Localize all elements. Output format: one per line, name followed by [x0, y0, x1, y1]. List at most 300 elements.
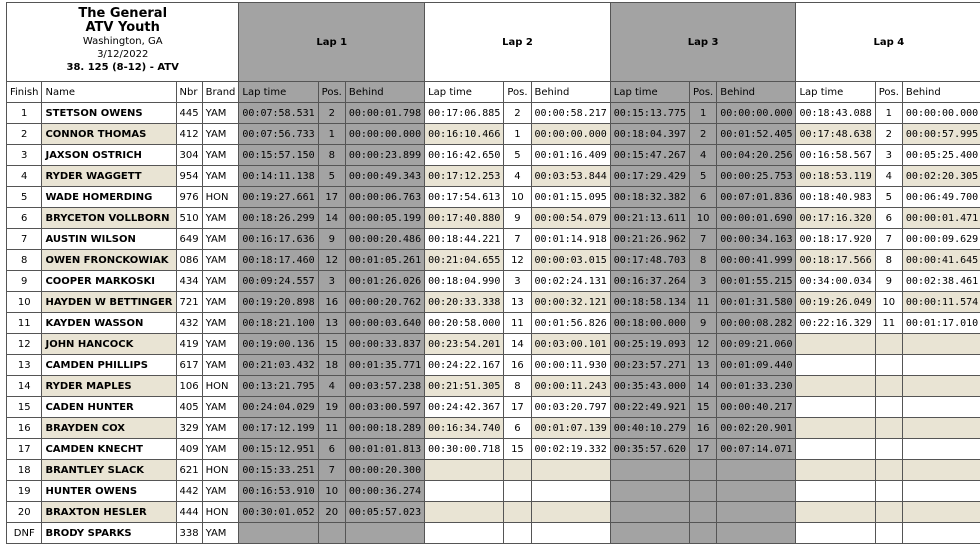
lap-2-pos: 10: [504, 187, 531, 208]
finish-cell: 2: [7, 124, 42, 145]
lap-3-behind: 00:01:31.580: [717, 292, 796, 313]
bike-brand: YAM: [202, 523, 239, 544]
lap-3-pos: [690, 502, 717, 523]
bike-brand: YAM: [202, 397, 239, 418]
lap-1-pos: 2: [318, 103, 345, 124]
lap-1-behind-header: Behind: [345, 82, 424, 103]
lap-2-behind: 00:00:32.121: [531, 292, 610, 313]
lap-3-time: 00:17:29.429: [610, 166, 689, 187]
bike-brand: YAM: [202, 250, 239, 271]
lap-4-time: 00:34:00.034: [796, 271, 875, 292]
finish-cell: 11: [7, 313, 42, 334]
lap-1-behind: 00:05:57.023: [345, 502, 424, 523]
table-row: [7, 397, 980, 418]
lap-3-pos: 10: [690, 208, 717, 229]
bike-brand: YAM: [202, 103, 239, 124]
finish-cell: 15: [7, 397, 42, 418]
lap-2-pos: 1: [504, 124, 531, 145]
lap-4-time: 00:18:43.088: [796, 103, 875, 124]
lap-3-time: [610, 460, 689, 481]
rider-name: COOPER MARKOSKI: [42, 271, 176, 292]
lap-2-behind: 00:02:24.131: [531, 271, 610, 292]
lap-3-behind: 00:00:01.690: [717, 208, 796, 229]
lap-1-time: 00:17:12.199: [239, 418, 318, 439]
lap-3-time: 00:18:04.397: [610, 124, 689, 145]
rider-name: STETSON OWENS: [42, 103, 176, 124]
bike-brand: YAM: [202, 145, 239, 166]
lap-2-pos: 14: [504, 334, 531, 355]
lap-1-time: 00:15:12.951: [239, 439, 318, 460]
event-class: 38. 125 (8-12) - ATV: [66, 62, 179, 73]
lap-1-pos: 20: [318, 502, 345, 523]
lap-2-behind: 00:00:00.000: [531, 124, 610, 145]
lap-2-time: 00:16:10.466: [425, 124, 504, 145]
lap-3-pos: 9: [690, 313, 717, 334]
lap-3-behind-header: Behind: [717, 82, 796, 103]
lap-2-time: 00:16:34.740: [425, 418, 504, 439]
lap-4-behind: 00:00:57.995: [902, 124, 980, 145]
bike-number: 338: [176, 523, 202, 544]
rider-name: JAXSON OSTRICH: [42, 145, 176, 166]
lap-2-time: 00:17:06.885: [425, 103, 504, 124]
rider-name: RYDER WAGGETT: [42, 166, 176, 187]
lap-4-time-header: Lap time: [796, 82, 875, 103]
lap-4-header: Lap 4: [796, 3, 980, 82]
table-row: [7, 187, 980, 208]
lap-2-time: 00:20:58.000: [425, 313, 504, 334]
lap-4-pos: [875, 418, 902, 439]
lap-4-pos: 6: [875, 208, 902, 229]
lap-3-pos: [690, 460, 717, 481]
bike-brand: HON: [202, 502, 239, 523]
bike-brand: YAM: [202, 271, 239, 292]
lap-1-time: 00:15:33.251: [239, 460, 318, 481]
bike-number: 432: [176, 313, 202, 334]
lap-4-behind: [902, 460, 980, 481]
bike-number: 304: [176, 145, 202, 166]
table-row: [7, 124, 980, 145]
bike-brand: HON: [202, 187, 239, 208]
lap-2-time: 00:21:04.655: [425, 250, 504, 271]
lap-4-pos: [875, 439, 902, 460]
lap-2-pos: 3: [504, 271, 531, 292]
lap-1-pos: 14: [318, 208, 345, 229]
bike-number: 621: [176, 460, 202, 481]
table-row: [7, 271, 980, 292]
finish-cell: DNF: [7, 523, 42, 544]
lap-1-time: 00:09:24.557: [239, 271, 318, 292]
lap-3-time: 00:16:37.264: [610, 271, 689, 292]
lap-4-pos: [875, 397, 902, 418]
finish-cell: 20: [7, 502, 42, 523]
lap-4-pos: 8: [875, 250, 902, 271]
bike-brand: YAM: [202, 439, 239, 460]
lap-3-pos: 2: [690, 124, 717, 145]
lap-2-time-header: Lap time: [425, 82, 504, 103]
rider-name: RYDER MAPLES: [42, 376, 176, 397]
lap-4-behind: 00:00:11.574: [902, 292, 980, 313]
lap-4-time: [796, 460, 875, 481]
lap-4-pos: 5: [875, 187, 902, 208]
bike-brand: YAM: [202, 313, 239, 334]
lap-4-pos: 7: [875, 229, 902, 250]
table-row: [7, 313, 980, 334]
lap-3-behind: 00:04:20.256: [717, 145, 796, 166]
rider-name: BRAYDEN COX: [42, 418, 176, 439]
lap-4-behind: 00:05:25.400: [902, 145, 980, 166]
lap-1-behind: 00:01:05.261: [345, 250, 424, 271]
lap-3-time: 00:15:13.775: [610, 103, 689, 124]
lap-2-behind: 00:03:00.101: [531, 334, 610, 355]
lap-2-behind: 00:02:19.332: [531, 439, 610, 460]
bike-number: 329: [176, 418, 202, 439]
lap-1-pos: 12: [318, 250, 345, 271]
lap-2-time: 00:20:33.338: [425, 292, 504, 313]
lap-1-pos: 9: [318, 229, 345, 250]
lap-1-pos: 10: [318, 481, 345, 502]
lap-4-time: 00:17:48.638: [796, 124, 875, 145]
lap-1-time: 00:07:58.531: [239, 103, 318, 124]
lap-3-behind: 00:00:41.999: [717, 250, 796, 271]
lap-1-behind: 00:00:03.640: [345, 313, 424, 334]
bike-number: 412: [176, 124, 202, 145]
lap-2-time: 00:18:44.221: [425, 229, 504, 250]
column-header-row: [7, 82, 980, 103]
lap-2-pos: 16: [504, 355, 531, 376]
lap-2-pos: [504, 502, 531, 523]
lap-4-behind: 00:01:17.010: [902, 313, 980, 334]
lap-3-pos: 6: [690, 187, 717, 208]
brand-column-header: Brand: [202, 82, 239, 103]
lap-1-pos: 11: [318, 418, 345, 439]
lap-2-pos: [504, 523, 531, 544]
lap-2-pos: 11: [504, 313, 531, 334]
bike-brand: YAM: [202, 481, 239, 502]
lap-4-time: 00:17:16.320: [796, 208, 875, 229]
lap-1-time: 00:21:03.432: [239, 355, 318, 376]
table-row: [7, 439, 980, 460]
lap-4-behind: [902, 439, 980, 460]
table-row: [7, 208, 980, 229]
bike-number: 409: [176, 439, 202, 460]
table-row: [7, 166, 980, 187]
lap-3-behind: 00:00:00.000: [717, 103, 796, 124]
finish-cell: 12: [7, 334, 42, 355]
rider-name: CONNOR THOMAS: [42, 124, 176, 145]
lap-4-pos: 2: [875, 124, 902, 145]
lap-1-behind: 00:00:05.199: [345, 208, 424, 229]
lap-1-pos: [318, 523, 345, 544]
lap-4-behind-header: Behind: [902, 82, 980, 103]
lap-3-behind: 00:00:08.282: [717, 313, 796, 334]
lap-1-behind: 00:00:33.837: [345, 334, 424, 355]
bike-brand: YAM: [202, 124, 239, 145]
event-subtitle: ATV Youth: [85, 20, 160, 35]
lap-2-behind: 00:03:53.844: [531, 166, 610, 187]
lap-2-behind: 00:01:14.918: [531, 229, 610, 250]
finish-cell: 8: [7, 250, 42, 271]
lap-2-header: Lap 2: [425, 3, 611, 82]
lap-3-pos: [690, 523, 717, 544]
lap-2-behind: [531, 460, 610, 481]
lap-1-time: 00:18:26.299: [239, 208, 318, 229]
lap-3-time: [610, 502, 689, 523]
bike-number: 510: [176, 208, 202, 229]
rider-name: CADEN HUNTER: [42, 397, 176, 418]
lap-1-behind: 00:03:57.238: [345, 376, 424, 397]
lap-2-behind: 00:01:15.095: [531, 187, 610, 208]
lap-3-behind: 00:01:33.230: [717, 376, 796, 397]
lap-3-time: 00:25:19.093: [610, 334, 689, 355]
lap-3-pos: 15: [690, 397, 717, 418]
rider-name: WADE HOMERDING: [42, 187, 176, 208]
lap-2-time: 00:24:22.167: [425, 355, 504, 376]
rider-name: CAMDEN PHILLIPS: [42, 355, 176, 376]
bike-brand: YAM: [202, 166, 239, 187]
lap-4-time: [796, 439, 875, 460]
lap-1-behind: 00:00:06.763: [345, 187, 424, 208]
lap-3-behind: 00:02:20.901: [717, 418, 796, 439]
lap-1-pos: 1: [318, 124, 345, 145]
lap-1-time: 00:19:20.898: [239, 292, 318, 313]
lap-2-pos: 2: [504, 103, 531, 124]
lap-1-behind: 00:00:18.289: [345, 418, 424, 439]
event-location: Washington, GA: [82, 36, 163, 47]
lap-4-pos: 3: [875, 145, 902, 166]
lap-1-time: 00:19:27.661: [239, 187, 318, 208]
lap-4-behind: 00:02:38.461: [902, 271, 980, 292]
event-info: [7, 3, 239, 82]
table-row: [7, 103, 980, 124]
lap-2-pos: 13: [504, 292, 531, 313]
lap-4-behind: 00:00:01.471: [902, 208, 980, 229]
bike-brand: YAM: [202, 334, 239, 355]
lap-4-behind: [902, 355, 980, 376]
table-row: [7, 418, 980, 439]
bike-number: 442: [176, 481, 202, 502]
lap-2-time: 00:17:54.613: [425, 187, 504, 208]
lap-1-time: 00:24:04.029: [239, 397, 318, 418]
lap-1-time: 00:19:00.136: [239, 334, 318, 355]
lap-2-time: 00:30:00.718: [425, 439, 504, 460]
lap-4-pos: 10: [875, 292, 902, 313]
lap-4-time: 00:19:26.049: [796, 292, 875, 313]
lap-2-behind: 00:01:56.826: [531, 313, 610, 334]
table-row: [7, 355, 980, 376]
lap-1-behind: 00:00:23.899: [345, 145, 424, 166]
table-row: [7, 145, 980, 166]
lap-2-pos: 4: [504, 166, 531, 187]
lap-2-behind-header: Behind: [531, 82, 610, 103]
lap-1-behind: 00:00:01.798: [345, 103, 424, 124]
bike-number: 649: [176, 229, 202, 250]
bike-number: 086: [176, 250, 202, 271]
lap-1-behind: 00:03:00.597: [345, 397, 424, 418]
rider-name: BRYCETON VOLLBORN: [42, 208, 176, 229]
finish-cell: 19: [7, 481, 42, 502]
lap-1-pos: 13: [318, 313, 345, 334]
lap-1-behind: 00:00:36.274: [345, 481, 424, 502]
lap-2-pos: 12: [504, 250, 531, 271]
lap-3-behind: [717, 481, 796, 502]
lap-1-pos: 19: [318, 397, 345, 418]
lap-1-pos: 8: [318, 145, 345, 166]
table-row: [7, 376, 980, 397]
finish-cell: 3: [7, 145, 42, 166]
lap-3-pos-header: Pos.: [690, 82, 717, 103]
bike-brand: YAM: [202, 208, 239, 229]
lap-1-time: 00:16:53.910: [239, 481, 318, 502]
nbr-column-header: Nbr: [176, 82, 202, 103]
lap-1-time: [239, 523, 318, 544]
lap-2-pos: 7: [504, 229, 531, 250]
lap-1-pos: 7: [318, 460, 345, 481]
lap-3-time: 00:17:48.703: [610, 250, 689, 271]
lap-4-pos: [875, 523, 902, 544]
lap-1-pos: 16: [318, 292, 345, 313]
finish-cell: 1: [7, 103, 42, 124]
lap-3-time: 00:35:57.620: [610, 439, 689, 460]
lap-3-time: 00:18:00.000: [610, 313, 689, 334]
bike-brand: YAM: [202, 418, 239, 439]
lap-2-time: [425, 460, 504, 481]
bike-number: 106: [176, 376, 202, 397]
lap-2-behind: 00:01:16.409: [531, 145, 610, 166]
lap-3-time: 00:18:58.134: [610, 292, 689, 313]
lap-1-time: 00:13:21.795: [239, 376, 318, 397]
event-date: 3/12/2022: [97, 49, 149, 60]
finish-cell: 5: [7, 187, 42, 208]
lap-4-time: [796, 397, 875, 418]
finish-cell: 17: [7, 439, 42, 460]
table-row: [7, 481, 980, 502]
lap-2-pos: [504, 481, 531, 502]
lap-2-behind: 00:00:54.079: [531, 208, 610, 229]
finish-cell: 9: [7, 271, 42, 292]
lap-2-behind: 00:00:11.930: [531, 355, 610, 376]
lap-4-behind: 00:00:09.629: [902, 229, 980, 250]
lap-2-behind: 00:01:07.139: [531, 418, 610, 439]
lap-4-behind: [902, 397, 980, 418]
lap-3-time: 00:15:47.267: [610, 145, 689, 166]
lap-1-behind: 00:00:49.343: [345, 166, 424, 187]
lap-4-pos: [875, 481, 902, 502]
rider-name: JOHN HANCOCK: [42, 334, 176, 355]
lap-2-time: [425, 502, 504, 523]
lap-1-pos: 4: [318, 376, 345, 397]
finish-cell: 10: [7, 292, 42, 313]
lap-4-time: 00:22:16.329: [796, 313, 875, 334]
lap-3-time: [610, 481, 689, 502]
lap-2-pos: 9: [504, 208, 531, 229]
lap-3-pos: 4: [690, 145, 717, 166]
table-row: [7, 292, 980, 313]
lap-3-pos: 1: [690, 103, 717, 124]
lap-1-pos: 5: [318, 166, 345, 187]
lap-2-time: [425, 481, 504, 502]
lap-4-time: 00:18:53.119: [796, 166, 875, 187]
lap-4-pos: 4: [875, 166, 902, 187]
lap-3-time: 00:21:13.611: [610, 208, 689, 229]
lap-4-behind: [902, 334, 980, 355]
rider-name: HAYDEN W BETTINGER: [42, 292, 176, 313]
lap-1-behind: 00:01:01.813: [345, 439, 424, 460]
lap-2-pos: 8: [504, 376, 531, 397]
lap-4-behind: 00:02:20.305: [902, 166, 980, 187]
lap-3-behind: 00:01:09.440: [717, 355, 796, 376]
lap-4-time: 00:18:40.983: [796, 187, 875, 208]
lap-2-pos: 15: [504, 439, 531, 460]
lap-3-pos: 5: [690, 166, 717, 187]
lap-3-behind: 00:07:14.071: [717, 439, 796, 460]
finish-cell: 14: [7, 376, 42, 397]
bike-brand: YAM: [202, 229, 239, 250]
lap-2-behind: [531, 523, 610, 544]
lap-2-time: 00:21:51.305: [425, 376, 504, 397]
lap-4-time: [796, 523, 875, 544]
lap-4-pos: [875, 460, 902, 481]
lap-1-behind: 00:00:20.300: [345, 460, 424, 481]
rider-name: BRANTLEY SLACK: [42, 460, 176, 481]
bike-number: 617: [176, 355, 202, 376]
lap-1-behind: 00:01:35.771: [345, 355, 424, 376]
lap-2-time: 00:17:40.880: [425, 208, 504, 229]
lap-3-pos: 16: [690, 418, 717, 439]
lap-1-pos-header: Pos.: [318, 82, 345, 103]
table-row: [7, 502, 980, 523]
lap-3-pos: 11: [690, 292, 717, 313]
lap-2-behind: [531, 481, 610, 502]
lap-2-time: 00:24:42.367: [425, 397, 504, 418]
bike-number: 419: [176, 334, 202, 355]
lap-4-time: [796, 376, 875, 397]
lap-3-behind: 00:00:40.217: [717, 397, 796, 418]
lap-3-time: [610, 523, 689, 544]
lap-3-behind: 00:00:25.753: [717, 166, 796, 187]
lap-2-pos: 17: [504, 397, 531, 418]
lap-3-behind: 00:01:55.215: [717, 271, 796, 292]
rider-name: AUSTIN WILSON: [42, 229, 176, 250]
lap-4-behind: 00:00:41.645: [902, 250, 980, 271]
lap-1-header: Lap 1: [239, 3, 425, 82]
lap-4-time: [796, 481, 875, 502]
lap-3-header: Lap 3: [610, 3, 796, 82]
bike-brand: YAM: [202, 292, 239, 313]
lap-4-time: [796, 355, 875, 376]
lap-3-pos: 13: [690, 355, 717, 376]
lap-4-pos: [875, 376, 902, 397]
rider-name: OWEN FRONCKOWIAK: [42, 250, 176, 271]
lap-1-time: 00:30:01.052: [239, 502, 318, 523]
lap-1-time: 00:18:21.100: [239, 313, 318, 334]
lap-3-time: 00:23:57.271: [610, 355, 689, 376]
bike-number: 444: [176, 502, 202, 523]
name-column-header: Name: [42, 82, 176, 103]
lap-2-time: 00:23:54.201: [425, 334, 504, 355]
lap-1-behind: 00:00:00.000: [345, 124, 424, 145]
lap-2-pos: 6: [504, 418, 531, 439]
lap-3-pos: 14: [690, 376, 717, 397]
lap-1-behind: [345, 523, 424, 544]
lap-3-behind: 00:09:21.060: [717, 334, 796, 355]
table-row: [7, 229, 980, 250]
rider-name: BRODY SPARKS: [42, 523, 176, 544]
lap-4-behind: 00:00:00.000: [902, 103, 980, 124]
lap-1-time-header: Lap time: [239, 82, 318, 103]
lap-3-time: 00:40:10.279: [610, 418, 689, 439]
lap-3-time: 00:35:43.000: [610, 376, 689, 397]
lap-2-behind: 00:03:20.797: [531, 397, 610, 418]
